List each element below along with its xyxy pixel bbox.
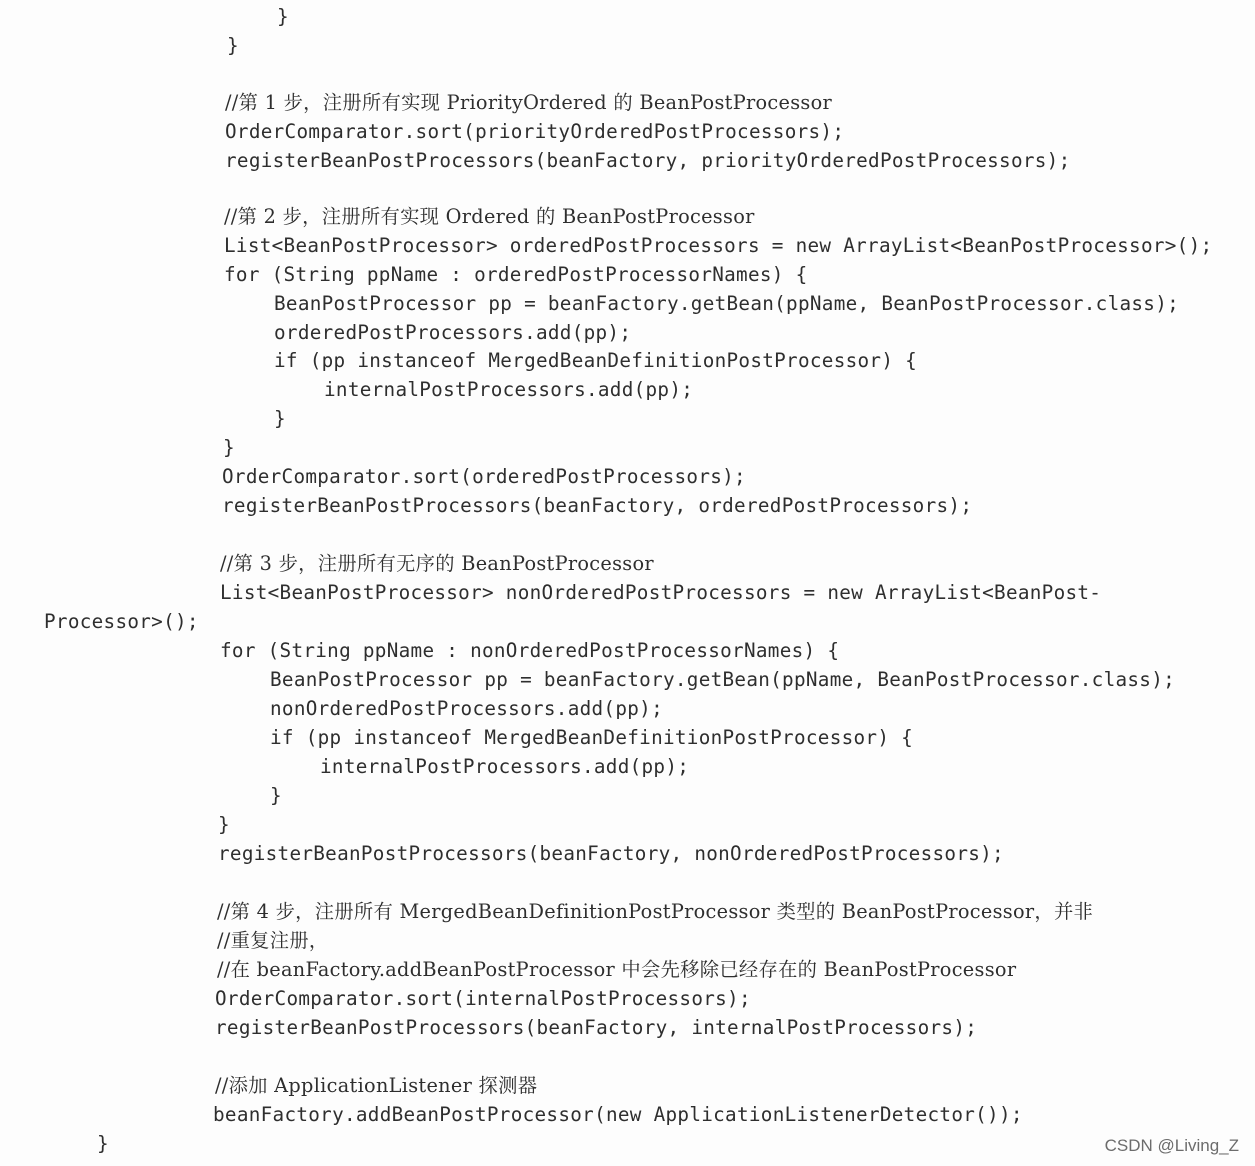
code-line: orderedPostProcessors.add(pp); [274,321,632,344]
code-line: if (pp instanceof MergedBeanDefinitionPostProcessor) { [274,349,918,372]
code-line: } [270,784,282,807]
code-line: } [223,436,235,459]
code-line: } [97,1132,109,1155]
code-line: List<BeanPostProcessor> nonOrderedPostProcessors = new ArrayList<BeanPost- [220,581,1102,604]
code-line: BeanPostProcessor pp = beanFactory.getBean(ppName, BeanPostProcessor.class); [270,668,1176,691]
code-line: Processor>(); [44,610,199,633]
code-line: List<BeanPostProcessor> orderedPostProcessors = new ArrayList<BeanPostProcessor>(); [224,234,1213,257]
code-line: internalPostProcessors.add(pp); [320,755,690,778]
code-line: OrderComparator.sort(internalPostProcessors); [215,987,751,1010]
code-line: OrderComparator.sort(priorityOrderedPostProcessors); [225,120,845,143]
code-comment: //第 2 步，注册所有实现 Ordered 的 BeanPostProcessor [224,205,755,228]
code-line: BeanPostProcessor pp = beanFactory.getBean(ppName, BeanPostProcessor.class); [274,292,1180,315]
code-line: } [277,5,289,28]
code-comment: //添加 ApplicationListener 探测器 [215,1074,538,1097]
code-comment: //第 1 步，注册所有实现 PriorityOrdered 的 BeanPostProcessor [225,91,833,114]
code-line: if (pp instanceof MergedBeanDefinitionPostProcessor) { [270,726,914,749]
code-comment: //第 4 步，注册所有 MergedBeanDefinitionPostProcessor 类型的 BeanPostProcessor，并非 [217,900,1094,923]
code-comment: //第 3 步，注册所有无序的 BeanPostProcessor [220,552,654,575]
code-comment: //重复注册， [217,929,329,952]
code-line: registerBeanPostProcessors(beanFactory, priorityOrderedPostProcessors); [225,149,1071,172]
code-line: nonOrderedPostProcessors.add(pp); [270,697,663,720]
code-line: registerBeanPostProcessors(beanFactory, nonOrderedPostProcessors); [218,842,1004,865]
code-line: OrderComparator.sort(orderedPostProcessors); [222,465,746,488]
code-line: } [274,407,286,430]
code-line: for (String ppName : nonOrderedPostProcessorNames) { [220,639,840,662]
code-line: internalPostProcessors.add(pp); [324,378,694,401]
code-line: } [227,34,239,57]
code-line: registerBeanPostProcessors(beanFactory, orderedPostProcessors); [222,494,973,517]
code-comment: //在 beanFactory.addBeanPostProcessor 中会先移除已经存在的 BeanPostProcessor [217,958,1017,981]
watermark: CSDN @Living_Z [1104,1136,1239,1155]
code-line: registerBeanPostProcessors(beanFactory, internalPostProcessors); [215,1016,978,1039]
code-line: for (String ppName : orderedPostProcessorNames) { [224,263,808,286]
code-line: } [218,813,230,836]
code-line: beanFactory.addBeanPostProcessor(new ApplicationListenerDetector()); [213,1103,1023,1126]
